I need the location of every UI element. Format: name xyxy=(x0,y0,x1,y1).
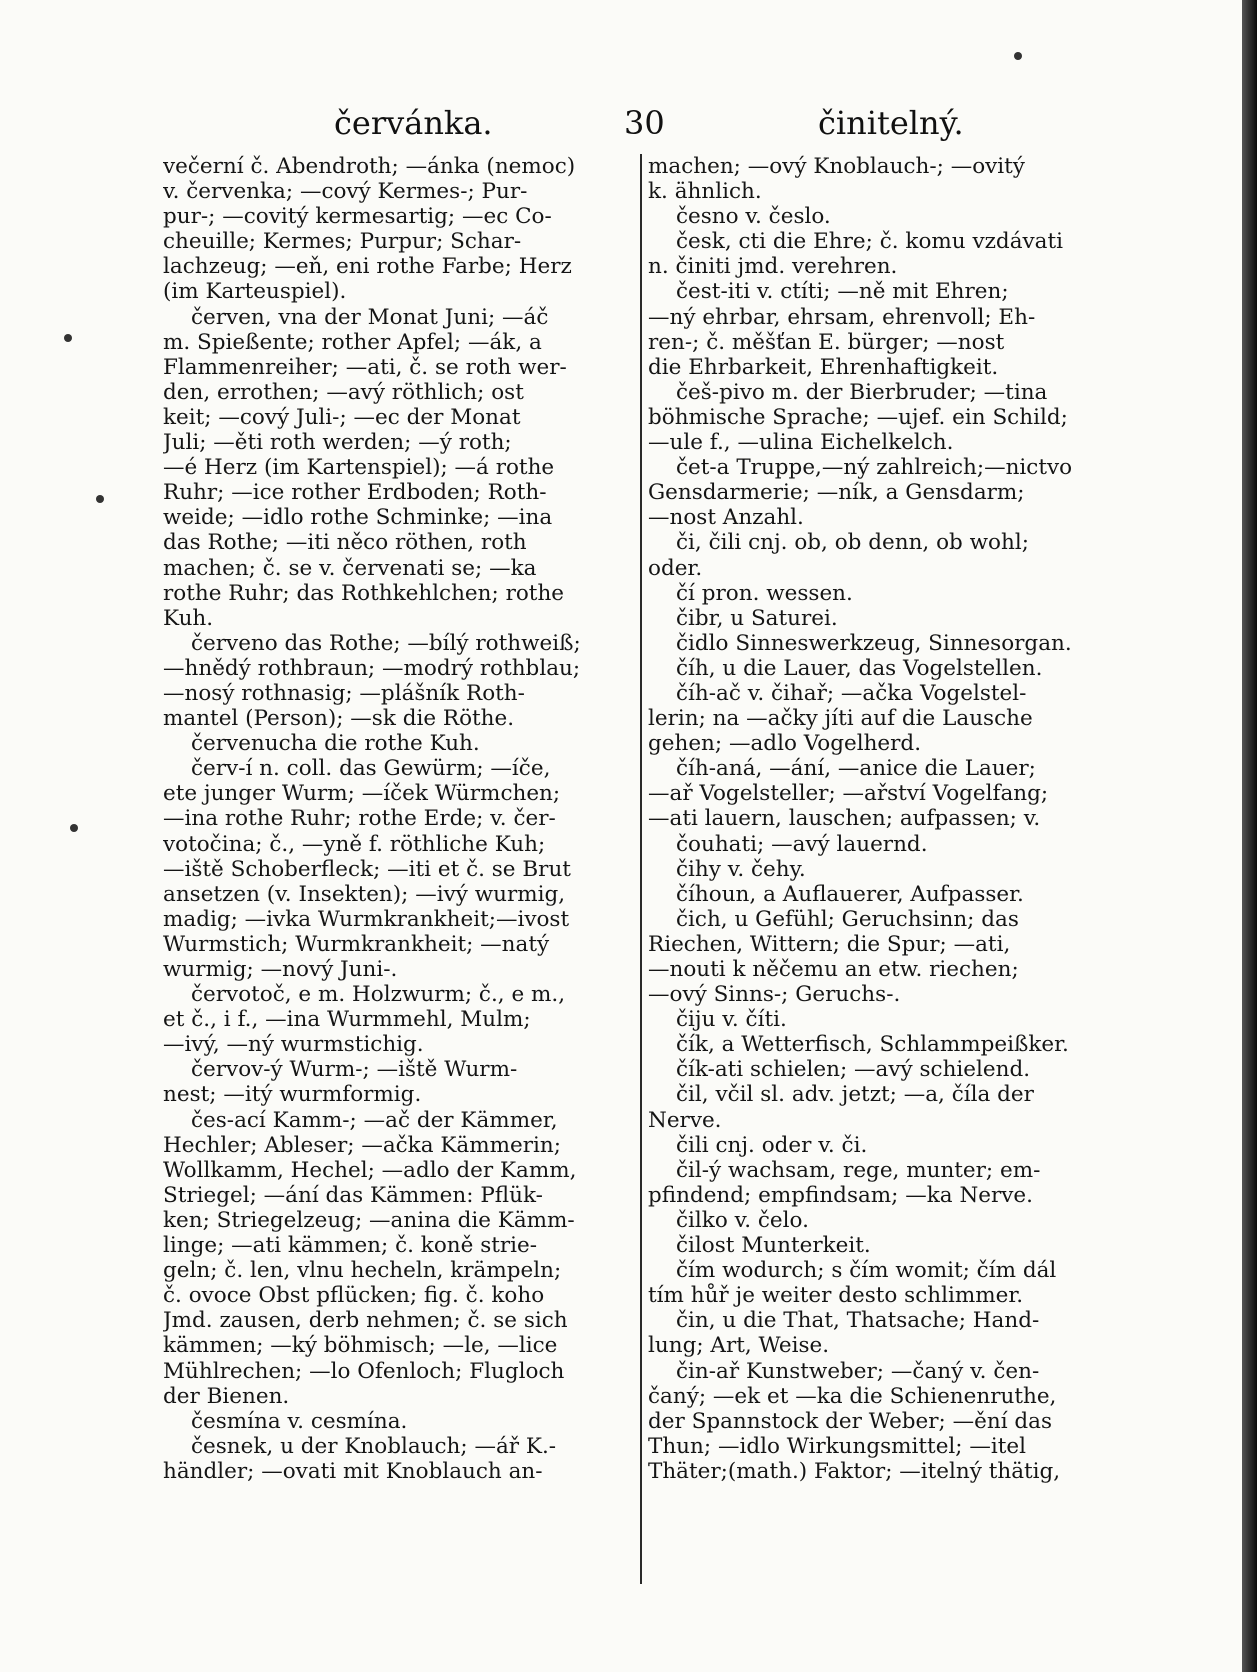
dictionary-line: česk, cti die Ehre; č. komu vzdávati xyxy=(676,229,1063,255)
dictionary-line: —ový Sinns-; Geruchs-. xyxy=(648,982,901,1008)
dictionary-line: —nosý rothnasig; —plášník Roth- xyxy=(163,680,525,706)
dictionary-line: ken; Striegelzeug; —anina die Kämm- xyxy=(163,1207,575,1233)
dictionary-line: Wurmstich; Wurmkrankheit; —natý xyxy=(163,931,550,957)
dictionary-line: machen; —ový Knoblauch-; —ovitý xyxy=(648,154,1025,179)
dictionary-line: böhmische Sprache; —ujef. ein Schild; xyxy=(648,404,1068,430)
dictionary-line: cheuille; Kermes; Purpur; Schar- xyxy=(163,229,522,255)
dictionary-line: kämmen; —ký böhmisch; —le, —lice xyxy=(163,1333,558,1359)
dictionary-line: čil-ý wachsam, rege, munter; em- xyxy=(676,1157,1041,1183)
dictionary-line: Striegel; —ání das Kämmen: Pflük- xyxy=(163,1182,543,1208)
dictionary-line: čilost Munterkeit. xyxy=(676,1233,871,1259)
dictionary-line: čest-iti v. ctíti; —ně mit Ehren; xyxy=(676,279,1009,305)
dictionary-line: čin, u die That, Thatsache; Hand- xyxy=(676,1308,1040,1334)
page-number: 30 xyxy=(624,104,665,142)
dictionary-line: linge; —ati kämmen; č. koně strie- xyxy=(163,1233,538,1259)
dictionary-line: číh-ač v. čihař; —ačka Vogelstel- xyxy=(676,680,1027,706)
dictionary-line: čouhati; —avý lauernd. xyxy=(676,831,928,857)
dictionary-line: čidlo Sinneswerkzeug, Sinnesorgan. xyxy=(676,630,1072,656)
dictionary-line: —ina rothe Ruhr; rothe Erde; v. čer- xyxy=(163,806,556,832)
dictionary-line: Jmd. zausen, derb nehmen; č. se sich xyxy=(163,1308,568,1334)
dictionary-line: das Rothe; —iti něco röthen, roth xyxy=(163,530,527,556)
dictionary-line: č. ovoce Obst pflücken; fig. č. koho xyxy=(163,1283,545,1309)
running-header xyxy=(162,100,1162,146)
dictionary-line: —ule f., —ulina Eichelkelch. xyxy=(648,430,954,456)
dictionary-line: čihy v. čehy. xyxy=(676,856,806,882)
dictionary-line: et č., i f., —ina Wurmmehl, Mulm; xyxy=(163,1007,531,1033)
dictionary-line: Hechler; Ableser; —ačka Kämmerin; xyxy=(163,1132,561,1158)
dictionary-line: číhoun, a Auflauerer, Aufpasser. xyxy=(676,881,1024,907)
dictionary-line: ren-; č. měšťan E. bürger; —nost xyxy=(648,329,1005,355)
dictionary-line: Gensdarmerie; —ník, a Gensdarm; xyxy=(648,480,1025,506)
dictionary-line: lerin; na —ačky jíti auf die Lausche xyxy=(648,706,1033,732)
dictionary-line: —ati lauern, lauschen; aufpassen; v. xyxy=(648,806,1041,832)
dictionary-line: Riechen, Wittern; die Spur; —ati, xyxy=(648,931,1011,957)
right-column xyxy=(648,154,1118,1584)
dictionary-line: čaný; —ek et —ka die Schienenruthe, xyxy=(648,1383,1057,1409)
dictionary-line: česno v. česlo. xyxy=(676,204,831,230)
dictionary-line: k. ähnlich. xyxy=(648,179,762,205)
dictionary-line: červotoč, e m. Holzwurm; č., e m., xyxy=(191,982,566,1008)
dictionary-line: pur-; —covitý kermesartig; —ec Co- xyxy=(163,204,552,230)
dictionary-line: Nerve. xyxy=(648,1107,722,1133)
scan-edge-shadow xyxy=(1242,0,1257,1672)
dictionary-line: pfindend; empfindsam; —ka Nerve. xyxy=(648,1182,1033,1208)
dictionary-line: červeno das Rothe; —bílý rothweiß; xyxy=(191,630,581,656)
dictionary-line: nest; —itý wurmformig. xyxy=(163,1082,422,1108)
dictionary-line: čili cnj. oder v. či. xyxy=(676,1132,868,1158)
dictionary-line: lung; Art, Weise. xyxy=(648,1333,830,1359)
dictionary-line: —iště Schoberfleck; —iti et č. se Brut xyxy=(163,856,571,882)
paper-speck xyxy=(1014,52,1022,60)
dictionary-line: den, errothen; —avý röthlich; ost xyxy=(163,379,524,405)
dictionary-line: česnek, u der Knoblauch; —ář K.- xyxy=(191,1433,557,1459)
left-column xyxy=(163,154,635,1584)
dictionary-line: Ruhr; —ice rother Erdboden; Roth- xyxy=(163,480,547,506)
dictionary-line: Kuh. xyxy=(163,605,214,631)
dictionary-line: Mühlrechen; —lo Ofenloch; Flugloch xyxy=(163,1358,565,1384)
dictionary-line: (im Karteuspiel). xyxy=(163,279,347,305)
dictionary-line: —ivý, —ný wurmstichig. xyxy=(163,1032,424,1058)
dictionary-line: —ný ehrbar, ehrsam, ehrenvoll; Eh- xyxy=(648,304,1036,330)
dictionary-line: wurmig; —nový Juni-. xyxy=(163,957,398,982)
dictionary-line: tím hůř je weiter desto schlimmer. xyxy=(648,1283,1024,1309)
dictionary-line: n. činiti jmd. verehren. xyxy=(648,254,898,280)
dictionary-line: mantel (Person); —sk die Röthe. xyxy=(163,706,515,732)
dictionary-line: ansetzen (v. Insekten); —ivý wurmig, xyxy=(163,881,566,907)
dictionary-line: händler; —ovati mit Knoblauch an- xyxy=(163,1458,543,1484)
dictionary-line: ete junger Wurm; —íček Würmchen; xyxy=(163,781,561,807)
dictionary-line: čilko v. čelo. xyxy=(676,1207,809,1233)
dictionary-line: čibr, u Saturei. xyxy=(676,605,838,631)
dictionary-line: červenucha die rothe Kuh. xyxy=(191,731,480,757)
dictionary-line: Wollkamm, Hechel; —adlo der Kamm, xyxy=(163,1157,577,1183)
dictionary-line: keit; —cový Juli-; —ec der Monat xyxy=(163,404,521,430)
dictionary-line: večerní č. Abendroth; —ánka (nemoc) xyxy=(163,154,576,179)
dictionary-line: m. Spießente; rother Apfel; —ák, a xyxy=(163,329,542,355)
paper-speck xyxy=(70,824,78,832)
dictionary-line: čím wodurch; s čím womit; čím dál xyxy=(676,1258,1057,1284)
paper-speck xyxy=(64,334,72,342)
dictionary-line: lachzeug; —eň, eni rothe Farbe; Herz xyxy=(163,254,572,280)
dictionary-line: rothe Ruhr; das Rothkehlchen; rothe xyxy=(163,580,565,606)
dictionary-line: číh, u die Lauer, das Vogelstellen. xyxy=(676,655,1043,681)
dictionary-line: češ-pivo m. der Bierbruder; —tina xyxy=(676,379,1048,405)
dictionary-line: čet-a Truppe,—ný zahlreich;—nictvo xyxy=(676,455,1073,481)
dictionary-line: machen; č. se v. červenati se; —ka xyxy=(163,555,537,581)
dictionary-line: číh-aná, —ání, —anice die Lauer; xyxy=(676,756,1036,782)
dictionary-line: die Ehrbarkeit, Ehrenhaftigkeit. xyxy=(648,354,999,380)
dictionary-line: čiju v. číti. xyxy=(676,1007,787,1033)
dictionary-line: —nouti k něčemu an etw. riechen; xyxy=(648,957,1019,982)
column-divider xyxy=(640,154,642,1584)
dictionary-line: votočina; č., —yně f. röthliche Kuh; xyxy=(163,831,546,857)
dictionary-line: geln; č. len, vlnu hecheln, krämpeln; xyxy=(163,1258,562,1284)
dictionary-line: červov-ý Wurm-; —iště Wurm- xyxy=(191,1057,518,1083)
dictionary-line: čin-ař Kunstweber; —čaný v. čen- xyxy=(676,1358,1040,1384)
dictionary-line: čík-ati schielen; —avý schielend. xyxy=(676,1057,1031,1083)
dictionary-line: čich, u Gefühl; Geruchsinn; das xyxy=(676,906,1019,932)
dictionary-line: —nost Anzahl. xyxy=(648,505,804,531)
dictionary-line: Flammenreiher; —ati, č. se roth wer- xyxy=(163,354,567,380)
dictionary-line: červen, vna der Monat Juni; —áč xyxy=(191,304,549,330)
paper-speck xyxy=(96,495,104,503)
dictionary-line: čík, a Wetterfisch, Schlammpeißker. xyxy=(676,1032,1069,1058)
dictionary-line: Thun; —idlo Wirkungsmittel; —itel xyxy=(648,1433,1026,1459)
dictionary-line: či, čili cnj. ob, ob denn, ob wohl; xyxy=(676,530,1029,556)
dictionary-line: červ-í n. coll. das Gewürm; —íče, xyxy=(191,756,551,782)
dictionary-line: madig; —ivka Wurmkrankheit;—ivost xyxy=(163,906,570,932)
header-right-headword: činitelný. xyxy=(818,104,964,142)
dictionary-line: česmína v. cesmína. xyxy=(191,1408,408,1434)
dictionary-line: Thäter;(math.) Faktor; —itelný thätig, xyxy=(648,1458,1061,1484)
dictionary-line: —ař Vogelsteller; —ařství Vogelfang; xyxy=(648,781,1049,807)
dictionary-line: Juli; —ěti roth werden; —ý roth; xyxy=(163,430,512,456)
dictionary-line: der Spannstock der Weber; —ění das xyxy=(648,1408,1053,1434)
dictionary-line: v. červenka; —cový Kermes-; Pur- xyxy=(163,179,528,205)
dictionary-line: čes-ací Kamm-; —ač der Kämmer, xyxy=(191,1107,558,1133)
dictionary-line: —hnědý rothbraun; —modrý rothblau; xyxy=(163,655,581,681)
dictionary-line: čí pron. wessen. xyxy=(676,580,853,606)
dictionary-line: gehen; —adlo Vogelherd. xyxy=(648,731,922,757)
dictionary-line: čil, včil sl. adv. jetzt; —a, číla der xyxy=(676,1082,1034,1108)
dictionary-line: weide; —idlo rothe Schminke; —ina xyxy=(163,505,553,531)
dictionary-line: —é Herz (im Kartenspiel); —á rothe xyxy=(163,455,555,481)
header-left-headword: červánka. xyxy=(334,104,493,142)
dictionary-line: oder. xyxy=(648,555,703,581)
dictionary-line: der Bienen. xyxy=(163,1383,290,1409)
